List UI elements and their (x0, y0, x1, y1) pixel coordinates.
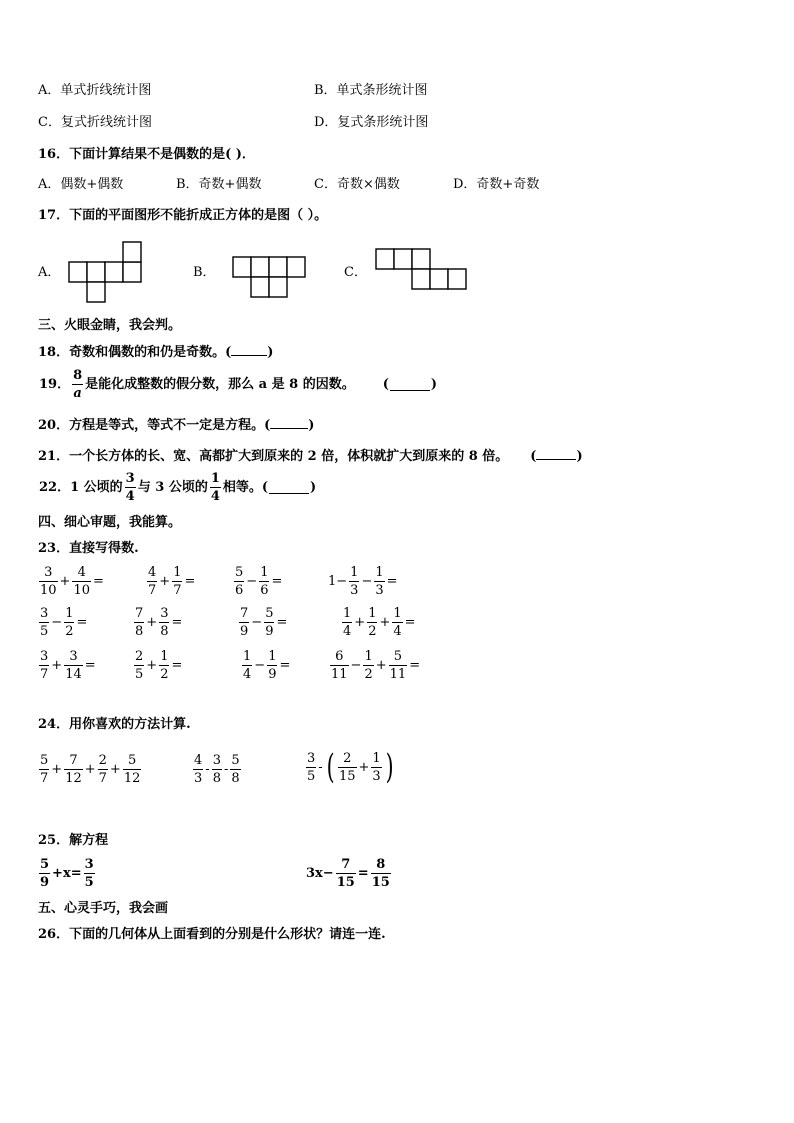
q23-operator: 1− (328, 574, 348, 589)
q24-numerator: 2 (98, 753, 107, 768)
cube-net-a (68, 241, 142, 305)
q24-expression (38, 754, 142, 785)
q23-numerator: 1 (364, 649, 373, 664)
q23-numerator: 1 (160, 649, 169, 664)
q23-fraction (72, 566, 91, 597)
q23-denominator: 8 (160, 624, 169, 639)
q24-denominator: 8 (231, 771, 240, 786)
q25-stem: 25．解方程 (38, 833, 109, 848)
q24-denominator: 3 (194, 771, 203, 786)
q23-denominator: 2 (364, 667, 373, 682)
q19-paren-open: ( (382, 376, 389, 392)
q23-fraction (392, 607, 402, 638)
q23-expression (341, 607, 417, 638)
q24-denominator: 8 (212, 771, 221, 786)
q23-expression (133, 650, 183, 681)
section-3-heading: 三、火眼金睛，我会判。 (38, 318, 182, 333)
q23-operator: + (146, 658, 158, 673)
q24-numerator: 3 (307, 750, 316, 766)
section-4-heading: 四、细心审题，我能算。 (38, 515, 182, 530)
q23-fraction (39, 607, 49, 638)
q23-operator: − (251, 615, 263, 630)
q23-denominator: 4 (393, 624, 402, 639)
q15-option-d: D．复式条形统计图 (314, 115, 429, 130)
q23-numerator: 1 (243, 649, 252, 664)
q23-operator: = (276, 615, 288, 630)
q23-fraction (39, 566, 58, 597)
q19 (38, 369, 438, 400)
q23-expression (329, 650, 421, 681)
q23-operator: = (271, 574, 283, 589)
q24-operator: + (51, 762, 63, 777)
q24-denominator: 7 (40, 771, 49, 786)
q21-paren-open: ( (530, 449, 537, 464)
q23-denominator: 7 (148, 583, 157, 598)
q23-expression (241, 650, 291, 681)
q22-f2-num: 1 (210, 471, 220, 486)
q25-denominator: 5 (84, 875, 94, 890)
q24-numerator: 5 (123, 754, 142, 770)
q23-numerator: 3 (40, 649, 49, 664)
q23-numerator: 7 (240, 606, 249, 621)
q23-expression (233, 566, 283, 597)
q23-operator: + (379, 615, 391, 630)
q23-denominator: 9 (265, 624, 274, 639)
q24-expression (305, 747, 396, 787)
q23-numerator: 1 (343, 606, 352, 621)
q22-f1-num: 3 (125, 471, 135, 486)
q24-numerator: 7 (64, 754, 83, 770)
q24-fraction (123, 754, 142, 785)
q25-fraction (371, 858, 391, 889)
q23-numerator: 5 (389, 650, 408, 666)
q23-expression (238, 607, 288, 638)
q23-operator: = (171, 658, 183, 673)
q23-denominator: 11 (389, 667, 407, 682)
q17-stem: 17．下面的平面图形不能折成正方体的是图（ ）。 (38, 208, 328, 223)
q24-paren: ( (326, 747, 335, 787)
q23-expression (327, 566, 399, 597)
q25-numerator: 8 (371, 858, 391, 874)
q23-fraction (349, 566, 359, 597)
q24-operator: - (223, 762, 229, 777)
q16-option-a: A．偶数+偶数 (38, 177, 124, 192)
q23-fraction (264, 607, 274, 638)
q23-operator: = (76, 615, 88, 630)
q23-operator: = (171, 615, 183, 630)
section-5-heading: 五、心灵手巧，我会画 (38, 901, 169, 916)
q24-fraction (212, 754, 222, 785)
q24-operator: - (205, 762, 210, 777)
q24-denominator: 12 (65, 771, 82, 786)
q23-operator: = (184, 574, 196, 589)
q23-operator: = (404, 615, 416, 630)
q23-numerator: 1 (65, 606, 74, 621)
q23-fraction (330, 650, 349, 681)
q23-expression (133, 607, 183, 638)
q22-pre: 22．1 公顷的 (39, 479, 123, 495)
q23-operator: − (254, 658, 266, 673)
q23-numerator: 1 (350, 565, 359, 580)
q23-fraction (367, 607, 377, 638)
q23-operator: = (279, 658, 291, 673)
q23-denominator: 2 (65, 624, 74, 639)
q18-answer-blank[interactable] (231, 343, 267, 356)
q23-operator: = (409, 658, 421, 673)
q19-fraction (72, 369, 83, 400)
q17-label-b: B． (193, 265, 216, 280)
q23-operator: = (84, 658, 96, 673)
q24-fraction (64, 754, 83, 785)
q24-denominator: 7 (98, 771, 107, 786)
q15-option-a: A．单式折线统计图 (38, 83, 152, 98)
q23-denominator: 3 (375, 583, 384, 598)
q23-operator: − (246, 574, 258, 589)
q24-fraction (39, 754, 49, 785)
q23-denominator: 9 (268, 667, 277, 682)
q23-denominator: 6 (235, 583, 244, 598)
q22-fraction-1 (125, 472, 136, 503)
q25-denominator: 15 (371, 875, 390, 890)
q15-option-b: B．单式条形统计图 (314, 83, 428, 98)
q23-fraction (239, 607, 249, 638)
q23-fraction (363, 650, 373, 681)
q23-numerator: 1 (375, 565, 384, 580)
q23-fraction (134, 650, 144, 681)
q24-numerator: 3 (212, 753, 221, 768)
q21-text: 21．一个长方体的长、宽、高都扩大到原来的 2 倍，体积就扩大到原来的 8 倍。 (38, 449, 509, 464)
q23-numerator: 5 (235, 565, 244, 580)
q24-paren: ) (385, 747, 394, 787)
q23-operator: + (354, 615, 366, 630)
q16-stem: 16．下面计算结果不是偶数的是( )． (38, 147, 255, 162)
q25-operator: 3x− (306, 866, 334, 881)
q23-numerator: 1 (173, 565, 182, 580)
q24-denominator: 5 (307, 768, 316, 784)
q23-numerator: 4 (72, 566, 91, 582)
q23-denominator: 7 (40, 667, 49, 682)
q18-paren-close: ) (267, 345, 274, 360)
q20 (38, 416, 314, 434)
q23-fraction (147, 566, 157, 597)
q25-numerator: 5 (40, 857, 50, 872)
q23-denominator: 10 (73, 583, 90, 598)
q23-denominator: 4 (343, 624, 352, 639)
q23-denominator: 5 (40, 624, 49, 639)
q22 (38, 472, 317, 503)
q23-fraction (242, 650, 252, 681)
q23-fraction (64, 650, 83, 681)
q23-expression (146, 566, 196, 597)
q25-denominator: 9 (40, 875, 50, 890)
q24-fraction (306, 752, 316, 783)
q23-numerator: 1 (393, 606, 402, 621)
q23-numerator: 2 (135, 649, 144, 664)
q23-operator: + (51, 658, 63, 673)
q24-operator: + (84, 762, 96, 777)
q23-denominator: 11 (331, 667, 348, 682)
q23-denominator: 7 (173, 583, 182, 598)
q23-denominator: 10 (40, 583, 57, 598)
q23-numerator: 1 (368, 606, 377, 621)
q24-denominator: 15 (338, 768, 356, 784)
q24-fraction (371, 752, 381, 783)
q20-answer-blank[interactable] (270, 416, 308, 429)
q23-expression (38, 607, 88, 638)
q23-operator: − (51, 615, 63, 630)
q23-numerator: 3 (64, 650, 83, 666)
q17-label-a: A． (38, 265, 61, 280)
q21-paren-close: ) (576, 449, 583, 464)
q23-numerator: 1 (260, 565, 269, 580)
q23-fraction (159, 650, 169, 681)
q23-denominator: 6 (260, 583, 269, 598)
q24-denominator: 12 (123, 771, 141, 786)
q25-numerator: 3 (84, 857, 94, 872)
q18-text: 18．奇数和偶数的和仍是奇数。( (38, 345, 232, 360)
q23-operator: + (375, 658, 387, 673)
q24-fraction (338, 752, 357, 783)
q22-fraction-2 (210, 472, 221, 503)
q23-fraction (39, 650, 49, 681)
q20-paren-close: ) (308, 418, 315, 433)
q23-numerator: 3 (40, 606, 49, 621)
q24-stem: 24．用你喜欢的方法计算. (38, 717, 191, 732)
q19-fraction-numerator: 8 (73, 368, 83, 383)
q23-denominator: 9 (240, 624, 249, 639)
q19-paren-close: ) (430, 376, 438, 392)
q24-operator: + (358, 759, 370, 775)
q22-mid: 与 3 公顷的 (137, 479, 208, 495)
q24-numerator: 5 (231, 753, 240, 768)
q24-operator: + (109, 762, 121, 777)
q24-numerator: 1 (372, 750, 381, 766)
q23-denominator: 14 (65, 667, 82, 682)
q23-fraction (159, 607, 169, 638)
q25-operator: +x= (52, 866, 82, 881)
q24-fraction (98, 754, 108, 785)
q23-operator: + (159, 574, 171, 589)
q23-fraction (134, 607, 144, 638)
q23-numerator: 3 (39, 566, 58, 582)
q23-fraction (389, 650, 408, 681)
cube-net-b (232, 256, 308, 300)
q22-f1-den: 4 (125, 489, 135, 504)
q19-num: 19． (39, 376, 71, 392)
q19-answer-blank[interactable] (390, 378, 430, 391)
q19-text: 是能化成整数的假分数，那么 a 是 8 的因数。 (85, 376, 355, 392)
q21-answer-blank[interactable] (536, 447, 576, 460)
q16-option-d: D．奇数+奇数 (453, 177, 540, 192)
q24-denominator: 3 (372, 768, 381, 784)
q25-operator: = (357, 866, 369, 881)
q25-numerator: 7 (336, 858, 356, 874)
q16-option-c: C．奇数×偶数 (314, 177, 400, 192)
q23-denominator: 2 (160, 667, 169, 682)
q23-operator: = (386, 574, 398, 589)
q23-numerator: 7 (135, 606, 144, 621)
q15-option-c: C．复式折线统计图 (38, 115, 152, 130)
q23-stem: 23．直接写得数. (38, 541, 139, 556)
q18 (38, 343, 273, 361)
q23-expression (38, 650, 97, 681)
q23-fraction (234, 566, 244, 597)
q23-operator: − (361, 574, 373, 589)
q23-denominator: 4 (243, 667, 252, 682)
q24-operator: - (318, 759, 323, 775)
q23-numerator: 4 (148, 565, 157, 580)
q16-option-b: B．奇数+偶数 (176, 177, 262, 192)
q23-fraction (374, 566, 384, 597)
q22-f2-den: 4 (210, 489, 220, 504)
q23-fraction (342, 607, 352, 638)
q23-operator: + (59, 574, 71, 589)
q22-answer-blank[interactable] (269, 481, 309, 494)
q23-operator: + (146, 615, 158, 630)
q25-equation (305, 858, 392, 889)
q23-denominator: 2 (368, 624, 377, 639)
q24-numerator: 2 (338, 752, 357, 768)
q23-numerator: 6 (330, 650, 349, 666)
q24-fraction (193, 754, 203, 785)
q23-denominator: 5 (135, 667, 144, 682)
q23-numerator: 3 (160, 606, 169, 621)
q22-post: 相等。( (222, 479, 269, 495)
q24-fraction (230, 754, 240, 785)
q23-fraction (259, 566, 269, 597)
q24-expression (192, 754, 242, 785)
q24-numerator: 4 (194, 753, 203, 768)
q23-operator: − (350, 658, 362, 673)
q25-fraction (39, 858, 50, 889)
q23-denominator: 8 (135, 624, 144, 639)
q24-numerator: 5 (40, 753, 49, 768)
q23-numerator: 5 (265, 606, 274, 621)
q23-fraction (172, 566, 182, 597)
q25-denominator: 15 (336, 875, 355, 890)
q25-fraction (84, 858, 95, 889)
q25-fraction (336, 858, 356, 889)
q23-denominator: 3 (350, 583, 359, 598)
q23-fraction (64, 607, 74, 638)
q26-stem: 26．下面的几何体从上面看到的分别是什么形状？请连一连. (38, 927, 386, 942)
q20-text: 20．方程是等式，等式不一定是方程。( (38, 418, 271, 433)
cube-net-c (375, 248, 467, 292)
q21 (38, 447, 583, 465)
q17-label-c: C． (344, 265, 367, 280)
q23-operator: = (93, 574, 104, 589)
q22-paren-close: ) (310, 479, 317, 495)
q23-fraction (267, 650, 277, 681)
q23-expression (38, 566, 105, 597)
q19-fraction-denominator: a (73, 386, 82, 401)
q25-equation (38, 858, 96, 889)
q23-numerator: 1 (268, 649, 277, 664)
